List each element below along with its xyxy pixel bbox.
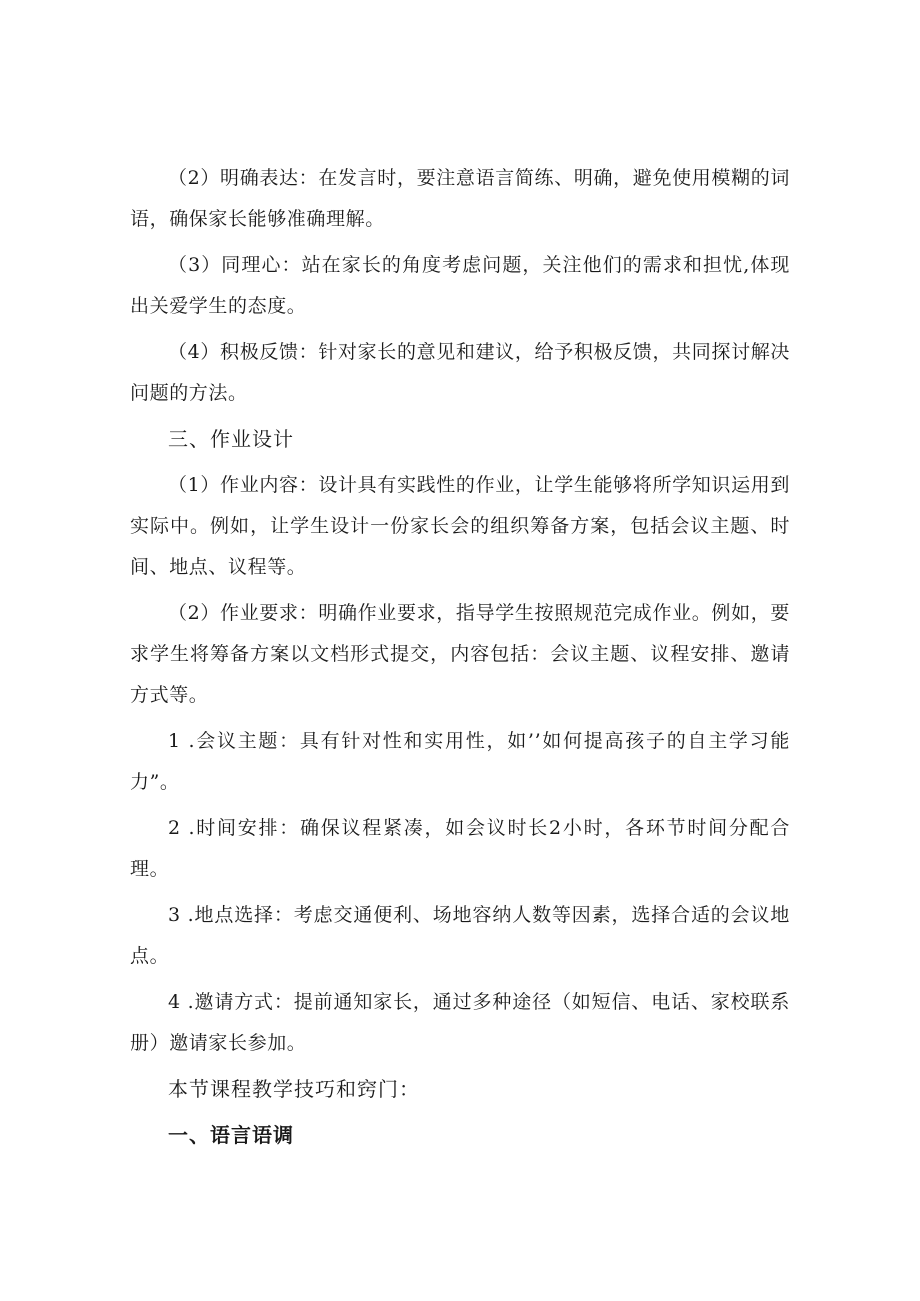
section-heading-language-tone: 一、语言语调: [168, 1123, 294, 1147]
list-item-location-choice: 3 .地点选择：考虑交通便利、场地容纳人数等因素，选择合适的会议地点。: [130, 904, 790, 967]
document-body: [130, 158, 790, 1161]
paragraph-homework-requirements: （2）作业要求：明确作业要求，指导学生按照规范完成作业。例如，要求学生将筹备方案以文档形式提交，内容包括：会议主题、议程安排、邀请方式等。: [130, 602, 790, 706]
list-item-time-arrangement: 2 .时间安排：确保议程紧凑，如会议时长2小时，各环节时间分配合理。: [130, 817, 790, 880]
list-item-invitation-method: 4 .邀请方式：提前通知家长，通过多种途径（如短信、电话、家校联系册）邀请家长参加。: [130, 991, 790, 1054]
tips-heading: 本节课程教学技巧和窍门：: [168, 1077, 420, 1101]
paragraph-homework-content: （1）作业内容：设计具有实践性的作业，让学生能够将所学知识运用到实际中。例如，让学生设计一份家长会的组织筹备方案，包括会议主题、时间、地点、议程等。: [130, 474, 790, 578]
list-item-meeting-theme: 1 .会议主题：具有针对性和实用性，如’’如何提高孩子的自主学习能力”。: [130, 730, 790, 793]
section-heading-homework-design: 三、作业设计: [168, 427, 294, 451]
paragraph-clear-expression: （2）明确表达：在发言时，要注意语言简练、明确，避免使用模糊的词语，确保家长能够准确理解。: [130, 167, 790, 230]
paragraph-empathy: （3）同理心：站在家长的角度考虑问题，关注他们的需求和担忧,体现出关爱学生的态度。: [130, 254, 790, 317]
paragraph-positive-feedback: （4）积极反馈：针对家长的意见和建议，给予积极反馈，共同探讨解决问题的方法。: [130, 341, 790, 404]
